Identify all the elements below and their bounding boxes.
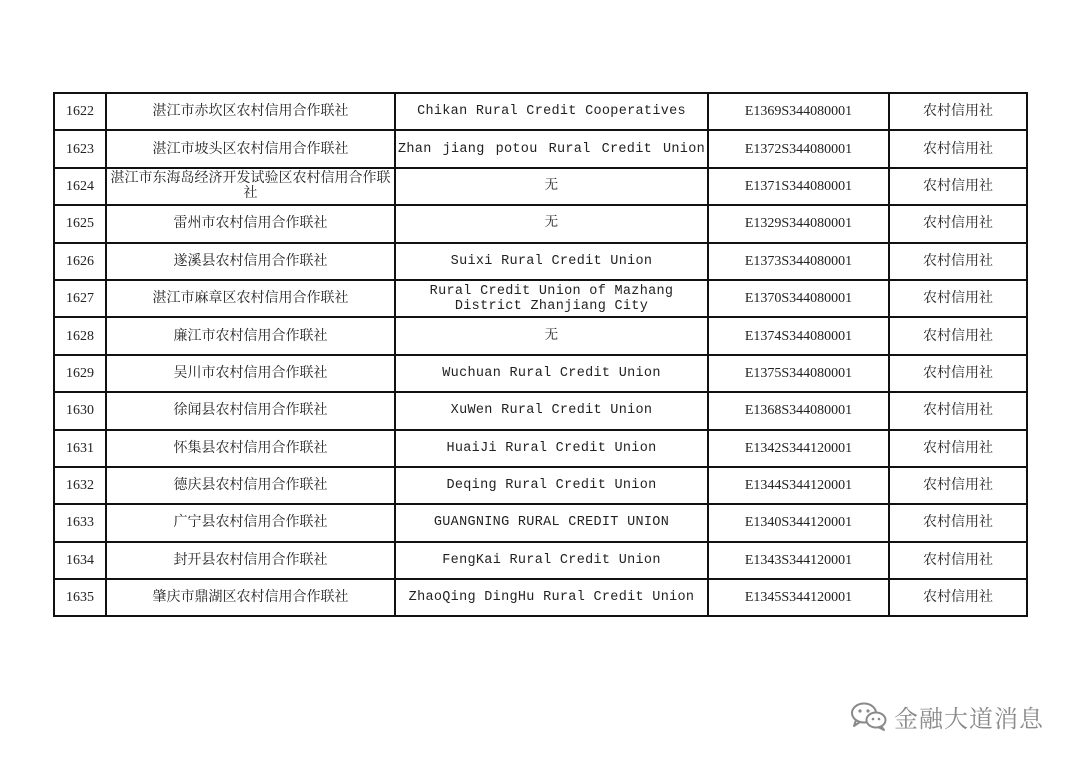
credit-union-table xyxy=(53,92,1028,617)
row-number: 1628 xyxy=(54,317,106,354)
institution-name-en: Wuchuan Rural Credit Union xyxy=(395,355,708,392)
table-row xyxy=(54,392,1027,429)
institution-name-en xyxy=(395,130,708,167)
table-row xyxy=(54,280,1027,317)
institution-name-en-text: Zhan jiang potou Rural Credit Union xyxy=(398,141,705,157)
institution-code: E1345S344120001 xyxy=(708,579,889,616)
row-number: 1634 xyxy=(54,542,106,579)
institution-name-en: HuaiJi Rural Credit Union xyxy=(395,430,708,467)
institution-name-cn: 德庆县农村信用合作联社 xyxy=(106,467,395,504)
row-number: 1627 xyxy=(54,280,106,317)
institution-code: E1373S344080001 xyxy=(708,243,889,280)
institution-type: 农村信用社 xyxy=(889,93,1027,130)
institution-code: E1369S344080001 xyxy=(708,93,889,130)
institution-name-cn: 湛江市东海岛经济开发试验区农村信用合作联社 xyxy=(106,168,395,205)
table-body xyxy=(54,93,1027,616)
institution-name-cn: 湛江市麻章区农村信用合作联社 xyxy=(106,280,395,317)
institution-name-en: Suixi Rural Credit Union xyxy=(395,243,708,280)
institution-code: E1340S344120001 xyxy=(708,504,889,541)
institution-type: 农村信用社 xyxy=(889,280,1027,317)
table-row xyxy=(54,168,1027,205)
table-row xyxy=(54,205,1027,242)
table-row xyxy=(54,243,1027,280)
table-row xyxy=(54,317,1027,354)
row-number: 1625 xyxy=(54,205,106,242)
institution-code: E1370S344080001 xyxy=(708,280,889,317)
institution-code: E1374S344080001 xyxy=(708,317,889,354)
institution-name-cn: 廉江市农村信用合作联社 xyxy=(106,317,395,354)
institution-name-en: 无 xyxy=(395,317,708,354)
institution-name-cn: 徐闻县农村信用合作联社 xyxy=(106,392,395,429)
institution-type: 农村信用社 xyxy=(889,504,1027,541)
institution-name-cn: 湛江市坡头区农村信用合作联社 xyxy=(106,130,395,167)
institution-name-en: GUANGNING RURAL CREDIT UNION xyxy=(395,504,708,541)
row-number: 1626 xyxy=(54,243,106,280)
institution-name-cn: 肇庆市鼎湖区农村信用合作联社 xyxy=(106,579,395,616)
institution-code: E1372S344080001 xyxy=(708,130,889,167)
institution-type: 农村信用社 xyxy=(889,392,1027,429)
institution-type: 农村信用社 xyxy=(889,243,1027,280)
institution-name-cn: 广宁县农村信用合作联社 xyxy=(106,504,395,541)
institution-name-cn: 遂溪县农村信用合作联社 xyxy=(106,243,395,280)
table-row xyxy=(54,467,1027,504)
institution-name-en: XuWen Rural Credit Union xyxy=(395,392,708,429)
institution-code: E1343S344120001 xyxy=(708,542,889,579)
institution-type: 农村信用社 xyxy=(889,130,1027,167)
institution-name-en: ZhaoQing DingHu Rural Credit Union xyxy=(395,579,708,616)
row-number: 1629 xyxy=(54,355,106,392)
institution-name-en: FengKai Rural Credit Union xyxy=(395,542,708,579)
watermark-text: 金融大道消息 xyxy=(894,704,1044,733)
table-row xyxy=(54,93,1027,130)
row-number: 1630 xyxy=(54,392,106,429)
table-row xyxy=(54,130,1027,167)
institution-code: E1368S344080001 xyxy=(708,392,889,429)
table-row xyxy=(54,542,1027,579)
row-number: 1632 xyxy=(54,467,106,504)
institution-name-en: Deqing Rural Credit Union xyxy=(395,467,708,504)
row-number: 1633 xyxy=(54,504,106,541)
table-row xyxy=(54,504,1027,541)
institution-name-en: 无 xyxy=(395,168,708,205)
row-number: 1631 xyxy=(54,430,106,467)
row-number: 1635 xyxy=(54,579,106,616)
wechat-icon xyxy=(850,701,888,731)
table-row xyxy=(54,579,1027,616)
table-row xyxy=(54,355,1027,392)
institution-name-cn: 吴川市农村信用合作联社 xyxy=(106,355,395,392)
institution-name-en: Chikan Rural Credit Cooperatives xyxy=(395,93,708,130)
table-row xyxy=(54,430,1027,467)
institution-type: 农村信用社 xyxy=(889,579,1027,616)
institution-name-en: 无 xyxy=(395,205,708,242)
institution-type: 农村信用社 xyxy=(889,317,1027,354)
institution-name-cn: 怀集县农村信用合作联社 xyxy=(106,430,395,467)
institution-name-en: Rural Credit Union of Mazhang District Zhanjiang City xyxy=(395,280,708,317)
institution-code: E1375S344080001 xyxy=(708,355,889,392)
watermark xyxy=(850,698,1044,734)
institution-type: 农村信用社 xyxy=(889,430,1027,467)
institution-code: E1371S344080001 xyxy=(708,168,889,205)
institution-name-cn: 雷州市农村信用合作联社 xyxy=(106,205,395,242)
institution-code: E1329S344080001 xyxy=(708,205,889,242)
institution-code: E1344S344120001 xyxy=(708,467,889,504)
institution-type: 农村信用社 xyxy=(889,205,1027,242)
institution-code: E1342S344120001 xyxy=(708,430,889,467)
institution-type: 农村信用社 xyxy=(889,168,1027,205)
row-number: 1624 xyxy=(54,168,106,205)
row-number: 1622 xyxy=(54,93,106,130)
institution-name-cn: 湛江市赤坎区农村信用合作联社 xyxy=(106,93,395,130)
institution-type: 农村信用社 xyxy=(889,542,1027,579)
institution-type: 农村信用社 xyxy=(889,467,1027,504)
institution-name-cn: 封开县农村信用合作联社 xyxy=(106,542,395,579)
institution-type: 农村信用社 xyxy=(889,355,1027,392)
row-number: 1623 xyxy=(54,130,106,167)
